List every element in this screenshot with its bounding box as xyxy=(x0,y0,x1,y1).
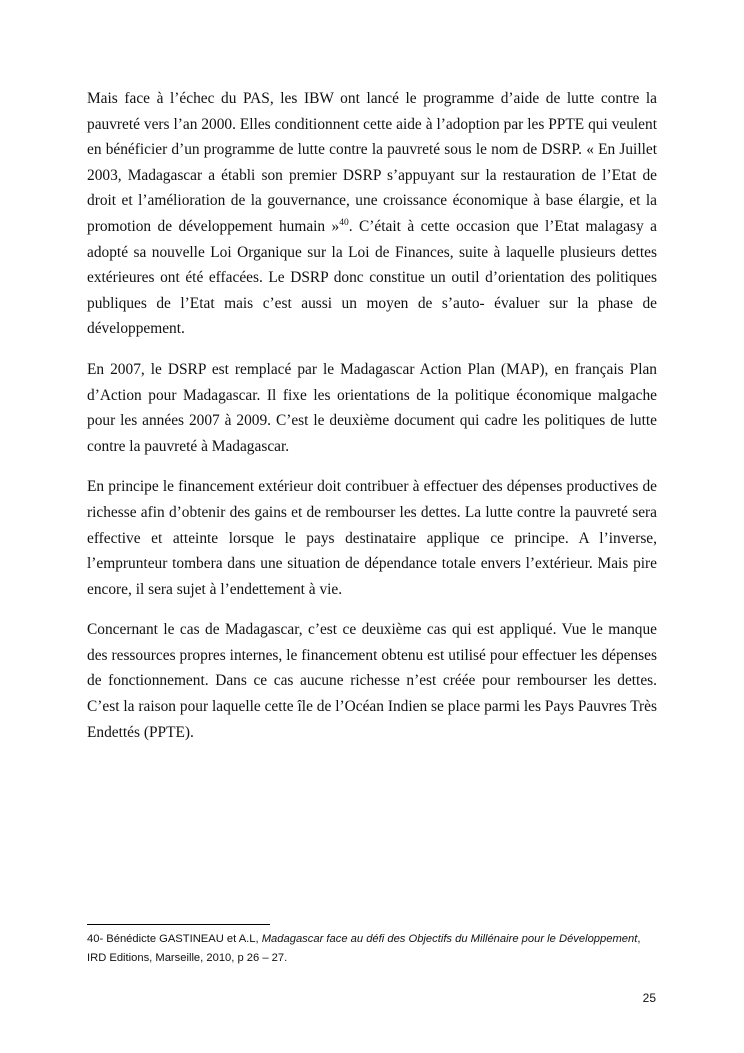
footnote-40 xyxy=(87,930,662,968)
paragraph-4: Concernant le cas de Madagascar, c’est ce deuxième cas qui est appliqué. Vue le manque des ressources propres internes, le financement obtenu est utilisé pour effectuer les dépenses de fonctionnement. Dans ce cas aucune richesse n’est créée pour rembourser les dettes. C’est la raison pour laquelle cette île de l’Océan Indien se place parmi les Pays Pauvres Très Endettés (PPTE). xyxy=(87,621,657,741)
paragraph-1-text-cont: . C’était à cette occasion que l’Etat malagasy a adopté sa nouvelle Loi Organique sur la Loi de Finances, suite à laquelle plusieurs dettes extérieures ont été effacées. Le DSRP donc constitue un outil d’orientation des politiques publiques de l’Etat mais c’est aussi un moyen de s’auto- évaluer sur la phase de développement. xyxy=(87,217,657,338)
paragraph-3: En principe le financement extérieur doit contribuer à effectuer des dépenses productives de richesse afin d’obtenir des gains et de rembourser les dettes. La lutte contre la pauvreté sera effective et atteinte lorsque le pays destinataire applique ce principe. A l’inverse, l’emprunteur tombera dans une situation de dépendance totale envers l’extérieur. Mais pire encore, il sera sujet à l’endettement à vie. xyxy=(87,478,657,598)
footnote-prefix: 40- Bénédicte GASTINEAU et A.L, xyxy=(87,933,262,945)
footnote-ref-40[interactable]: 40 xyxy=(339,217,349,228)
footnote-suffix: , IRD Editions, Marseille, 2010, p 26 – 27. xyxy=(87,933,641,964)
paragraph-1-text: Mais face à l’échec du PAS, les IBW ont lancé le programme d’aide de lutte contre la pauvreté vers l’an 2000. Elles conditionnent cette aide à l’adoption par les PPTE qui veulent en bénéficier d’un programme de lutte contre la pauvreté sous le nom de DSRP. « En Juillet 2003, Madagascar a établi son premier DSRP s’appuyant sur la restauration de l’Etat de droit et l’amélioration de la gouvernance, une croissance économique à base élargie, et la promotion de développement humain » xyxy=(87,90,657,235)
paragraph-1 xyxy=(87,86,657,342)
body-text xyxy=(87,86,657,760)
footnote-separator xyxy=(87,924,270,925)
footnote-title: Madagascar face au défi des Objectifs du Millénaire pour le Développement xyxy=(261,933,638,945)
page-number: 25 xyxy=(642,991,656,1005)
paragraph-2: En 2007, le DSRP est remplacé par le Madagascar Action Plan (MAP), en français Plan d’Action pour Madagascar. Il fixe les orientations de la politique économique malgache pour les années 2007 à 2009. C’est le deuxième document qui cadre les politiques de lutte contre la pauvreté à Madagascar. xyxy=(87,360,657,455)
